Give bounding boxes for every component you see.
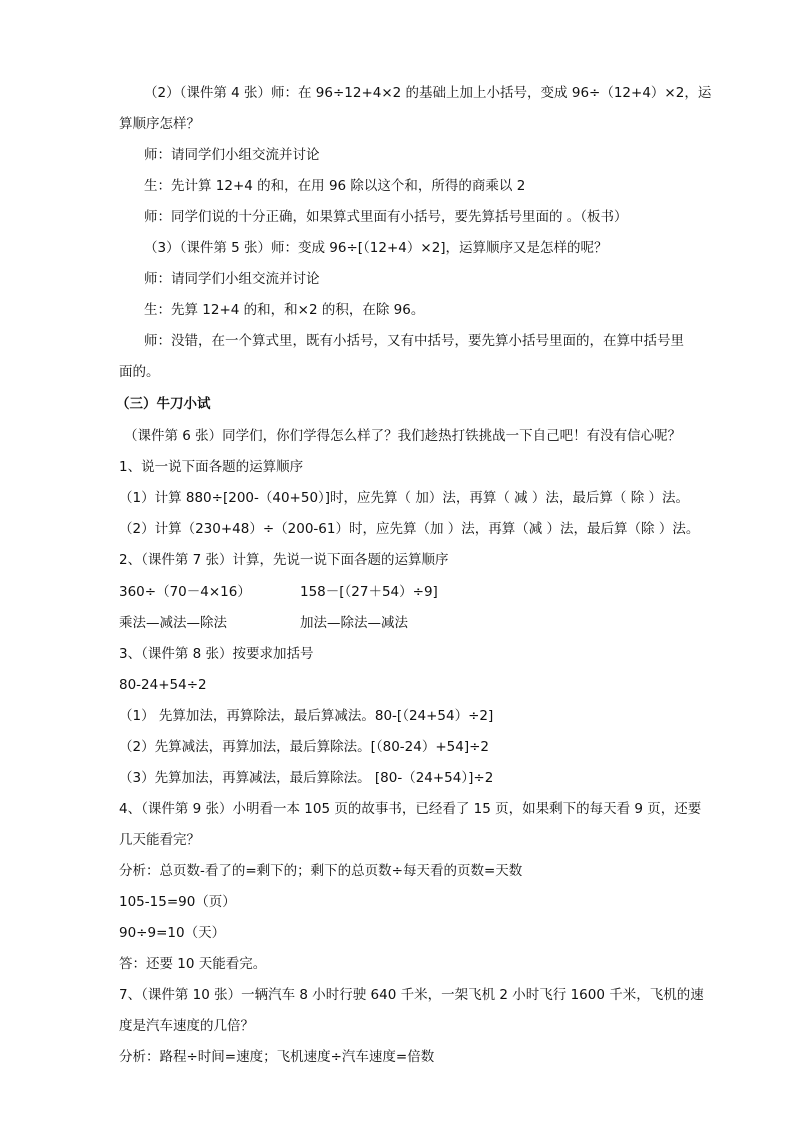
text-line: 分析：路程÷时间=速度；飞机速度÷汽车速度=倍数 [119,1049,435,1065]
section-heading: （三）牛刀小试 [116,396,211,412]
text-line: 360÷（70－4×16） [119,584,251,600]
text-line: 师：请同学们小组交流并讨论 [144,271,320,287]
text-line: 面的。 [119,364,160,380]
text-line: 158－[（27＋54）÷9] [300,584,438,600]
text-line: （3）（课件第 5 张）师：变成 96÷[（12+4）×2]，运算顺序又是怎样的呢？ [144,240,608,256]
text-line: 度是汽车速度的几倍？ [119,1018,254,1034]
text-line: 师：同学们说的十分正确，如果算式里面有小括号，要先算括号里面的 。（板书） [144,209,628,225]
text-line: 几天能看完？ [119,832,200,848]
text-line: 师：没错，在一个算式里，既有小括号，又有中括号，要先算小括号里面的，在算中括号里 [144,333,684,349]
text-line: 1、说一说下面各题的运算顺序 [119,459,304,475]
text-line: 答：还要 10 天能看完。 [119,956,267,972]
text-line: 2、（课件第 7 张）计算，先说一说下面各题的运算顺序 [119,552,449,568]
text-line: （1） 先算加法，再算除法，最后算减法。80-[（24+54）÷2] [119,708,494,724]
text-line: 师：请同学们小组交流并讨论 [144,147,320,163]
text-line: 7、（课件第 10 张）一辆汽车 8 小时行驶 640 千米，一架飞机 2 小时飞行 1600 千米，飞机的速 [119,987,704,1003]
text-line: 80-24+54÷2 [119,677,207,693]
text-line: （3）先算加法，再算减法，最后算除法。 [80-（24+54）]÷2 [119,770,494,786]
text-line: 3、（课件第 8 张）按要求加括号 [119,646,314,662]
text-line: （1）计算 880÷[200-（40+50）]时，应先算（ 加）法，再算（ 减 ）法，最后算（ 除 ）法。 [119,490,690,506]
text-line: （2）（课件第 4 张）师：在 96÷12+4×2 的基础上加上小括号，变成 96÷（12+4）×2，运 [144,85,712,101]
text-line: 加法—除法—减法 [300,615,408,631]
text-line: 生：先算 12+4 的和，和×2 的积，在除 96。 [144,302,425,318]
text-line: 算顺序怎样？ [119,116,200,132]
text-line: （2）先算减法，再算加法，最后算除法。[（80-24）+54]÷2 [119,739,489,755]
text-line: 生：先计算 12+4 的和，在用 96 除以这个和，所得的商乘以 2 [144,178,526,194]
text-line: 分析：总页数-看了的=剩下的；剩下的总页数÷每天看的页数=天数 [119,863,523,879]
text-line: （课件第 6 张）同学们，你们学得怎么样了？我们趁热打铁挑战一下自己吧！有没有信心呢？ [124,428,682,444]
text-line: 乘法—减法—除法 [119,615,227,631]
text-line: 90÷9=10（天） [119,925,226,941]
text-line: （2）计算（230+48）÷（200-61）时，应先算（加 ）法，再算（减 ）法，最后算（除 ）法。 [119,521,700,537]
text-line: 105-15=90（页） [119,894,236,910]
text-line: 4、（课件第 9 张）小明看一本 105 页的故事书，已经看了 15 页，如果剩下的每天看 9 页，还要 [119,801,702,817]
